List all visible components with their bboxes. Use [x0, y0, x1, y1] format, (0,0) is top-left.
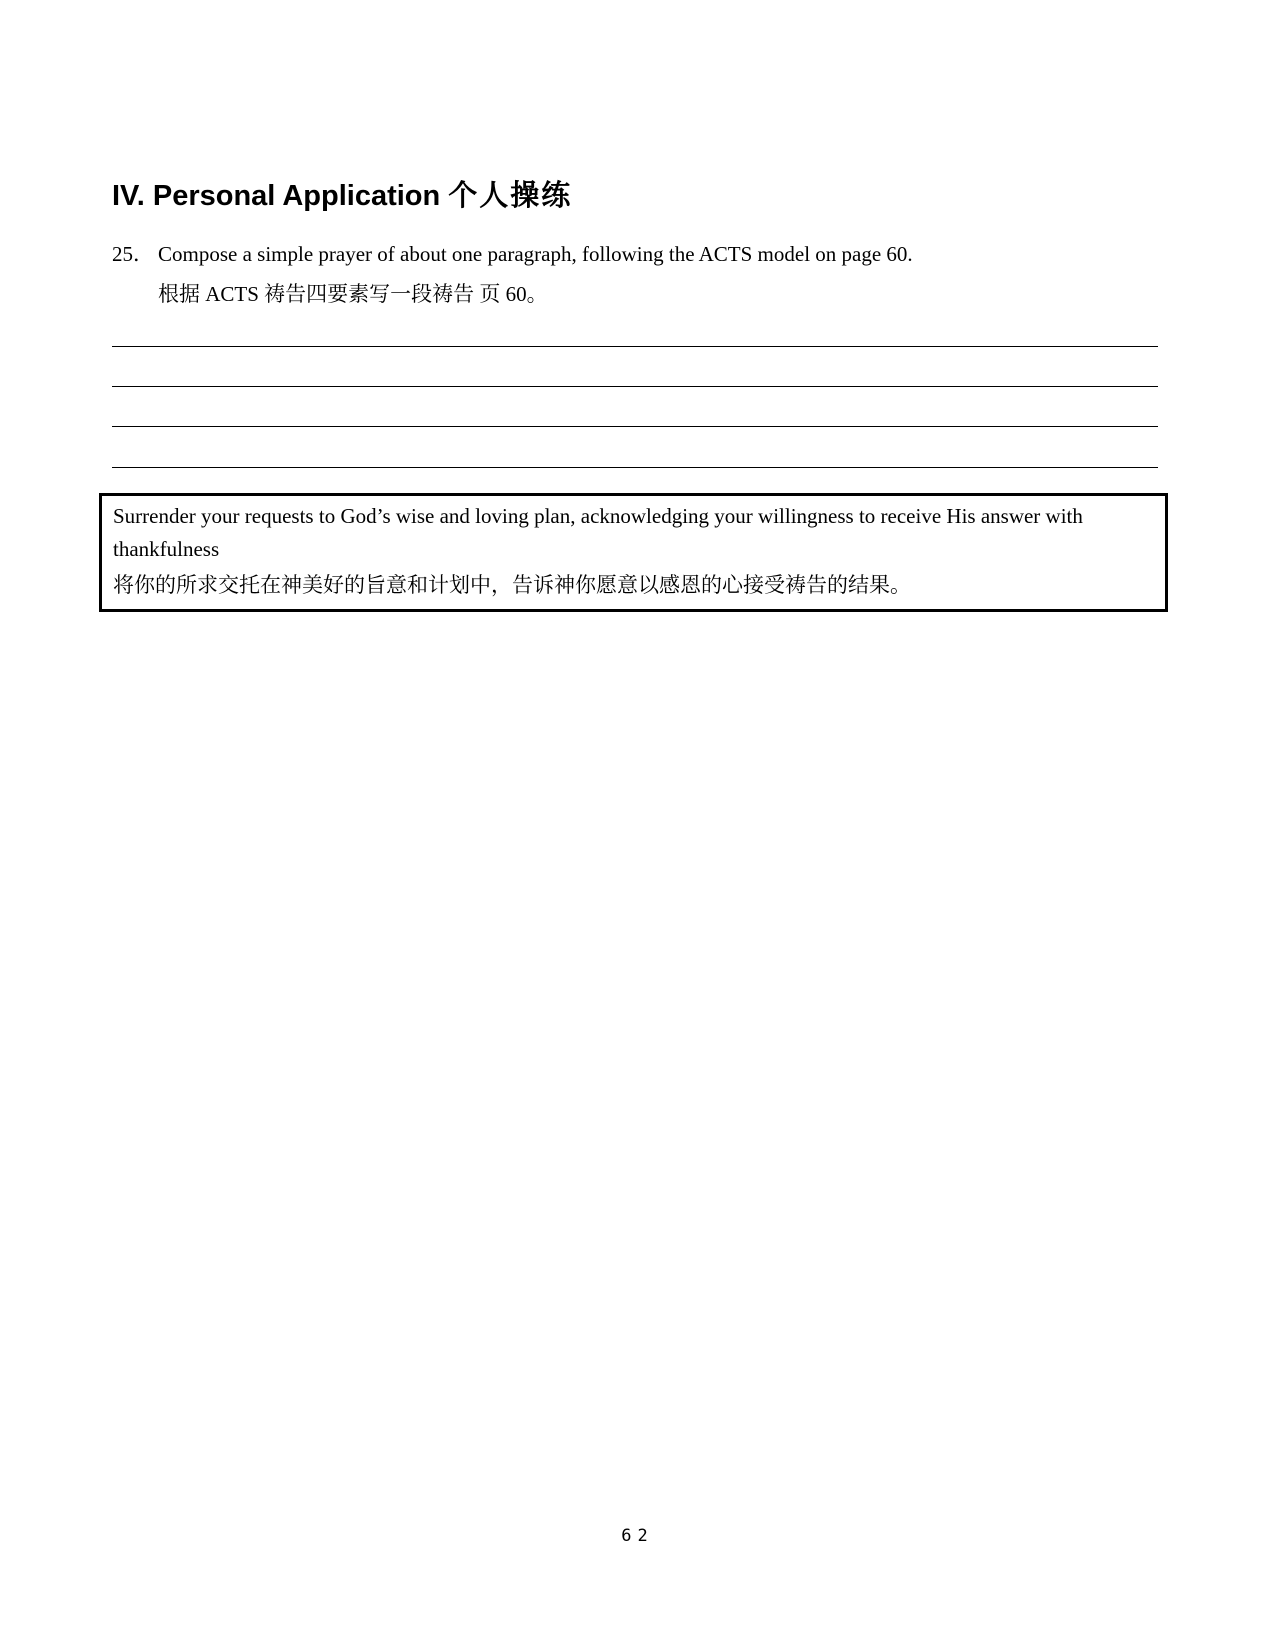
answer-line[interactable] — [112, 426, 1158, 427]
callout-text-zh: 将你的所求交托在神美好的旨意和计划中，告诉神你愿意以感恩的心接受祷告的结果。 — [113, 573, 911, 597]
section-heading-zh: 个人操练 — [448, 178, 573, 212]
question-25 — [112, 240, 913, 268]
callout-text-en: Surrender your requests to God’s wise and loving plan, acknowledging your willingness to receive His answer with thankfulness — [113, 504, 1083, 561]
callout-box — [99, 493, 1168, 612]
question-text-en: Compose a simple prayer of about one paragraph, following the ACTS model on page 60. — [158, 242, 913, 266]
question-number: 25． — [112, 242, 154, 266]
section-heading — [112, 176, 572, 215]
page-number: 62 — [621, 1526, 654, 1546]
answer-line[interactable] — [112, 346, 1158, 347]
answer-line[interactable] — [112, 467, 1158, 468]
question-text-zh: 根据 ACTS 祷告四要素写一段祷告 页 60。 — [158, 282, 548, 306]
section-heading-en: IV. Personal Application — [112, 180, 441, 212]
answer-line[interactable] — [112, 386, 1158, 387]
